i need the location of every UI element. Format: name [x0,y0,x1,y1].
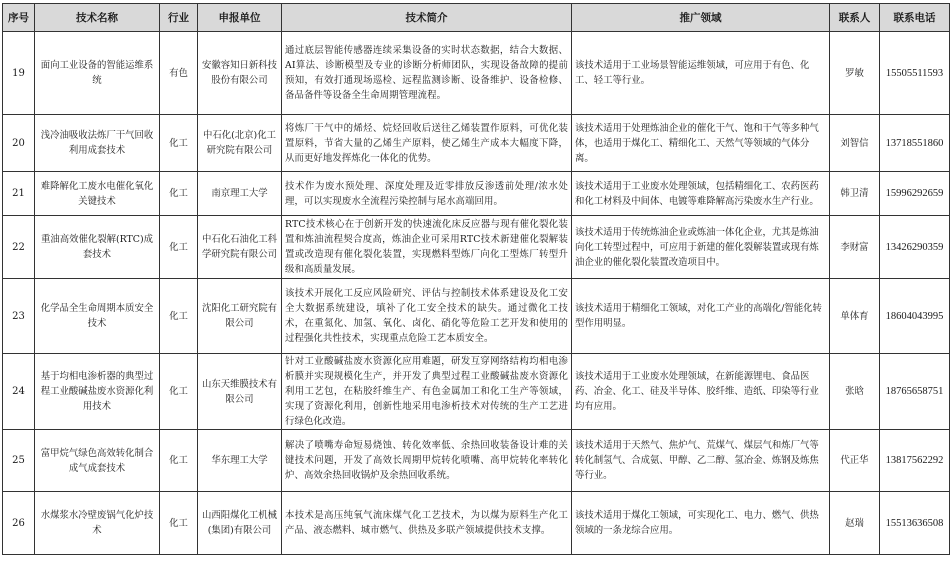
header-tech-name: 技术名称 [35,4,160,32]
row-unit: 安徽容知日新科技股份有限公司 [198,32,282,115]
row-tech-name: 浅冷油吸收法炼厂干气回收利用成套技术 [35,115,160,172]
row-industry: 有色 [160,32,198,115]
row-field: 该技术适用于工业废水处理领域，包括精细化工、农药医药和化工材料及中间体、电镀等难降解高污染废水生产行业。 [572,172,830,216]
row-no: 19 [3,32,35,115]
row-contact: 李财富 [830,216,880,279]
row-no: 23 [3,279,35,354]
table-header-row [3,4,950,32]
row-industry: 化工 [160,115,198,172]
row-contact: 单体育 [830,279,880,354]
row-unit: 中石化(北京)化工研究院有限公司 [198,115,282,172]
row-phone: 13718551860 [880,115,950,172]
row-unit: 山东天维膜技术有限公司 [198,354,282,430]
row-phone: 18765658751 [880,354,950,430]
header-intro: 技术简介 [282,4,572,32]
row-industry: 化工 [160,172,198,216]
row-phone: 13817562292 [880,430,950,492]
row-intro: 本技术是高压纯氧气流床煤气化工艺技术，为以煤为原料生产化工产品、液态燃料、城市燃气、供热及多联产领域提供技术支撑。 [282,492,572,555]
row-contact: 罗敏 [830,32,880,115]
row-industry: 化工 [160,279,198,354]
header-unit: 申报单位 [198,4,282,32]
row-phone: 13426290359 [880,216,950,279]
row-tech-name: 基于均相电渗析器的典型过程工业酸碱盐废水资源化利用技术 [35,354,160,430]
row-contact: 代正华 [830,430,880,492]
table-row [3,172,950,216]
table-row [3,32,950,115]
row-intro: RTC技术核心在于创新开发的快速流化床反应器与现有催化裂化装置和炼油流程契合度高，炼油企业可采用RTC技术新建催化裂解装置或改造现有催化裂化装置，实现燃料型炼厂向化工型炼厂转型升级和高质量发展。 [282,216,572,279]
table-row [3,492,950,555]
row-phone: 15505511593 [880,32,950,115]
row-tech-name: 难降解化工废水电催化氧化关键技术 [35,172,160,216]
row-unit: 华东理工大学 [198,430,282,492]
header-phone: 联系电话 [880,4,950,32]
row-field: 该技术适用于处理炼油企业的催化干气、饱和干气等多种气体，也适用于煤化工、精细化工、天然气等领域的气体分离。 [572,115,830,172]
table-row [3,354,950,430]
row-intro: 该技术开展化工反应风险研究、评估与控制技术体系建设及化工安全大数据系统建设，填补了化工安全技术的缺失。通过微化工技术，在重氮化、加氢、氧化、卤化、硝化等危险工艺开发和使用的过程强化共性技术，实现重点危险工艺本质安全。 [282,279,572,354]
row-tech-name: 富甲烷气绿色高效转化制合成气成套技术 [35,430,160,492]
row-tech-name: 重油高效催化裂解(RTC)成套技术 [35,216,160,279]
row-field: 该技术适用于传统炼油企业或炼油一体化企业，尤其是炼油向化工转型过程中，可应用于新建的催化裂解装置或现有炼油企业的催化裂化装置改造项目中。 [572,216,830,279]
row-field: 该技术适用于精细化工领域，对化工产业的高端化/智能化转型作用明显。 [572,279,830,354]
row-unit: 山西阳煤化工机械(集团)有限公司 [198,492,282,555]
row-phone: 18604043995 [880,279,950,354]
row-field: 该技术适用于工业废水处理领域，在新能源锂电、食品医药、冶金、化工、硅及半导体、胶纤维、造纸、印染等行业均有应用。 [572,354,830,430]
row-field: 该技术适用于煤化工领域，可实现化工、电力、燃气、供热领域的一条龙综合应用。 [572,492,830,555]
table-row [3,216,950,279]
row-intro: 通过底层智能传感器连续采集设备的实时状态数据，结合大数据、AI算法、诊断模型及专业的诊断分析师团队，实现设备故障的提前预知，有效打通现场巡检、远程监测诊断、设备维护、设备检修、备品备件等设备全生命周期管理流程。 [282,32,572,115]
row-contact: 赵瑞 [830,492,880,555]
row-phone: 15513636508 [880,492,950,555]
row-field: 该技术适用于天然气、焦炉气、荒煤气、煤层气和炼厂气等转化制氢气、合成氨、甲醇、乙二醇、氢冶金、炼钢及炼焦等行业。 [572,430,830,492]
row-no: 21 [3,172,35,216]
row-no: 26 [3,492,35,555]
row-tech-name: 水煤浆水冷壁废锅气化炉技术 [35,492,160,555]
table-row [3,430,950,492]
row-contact: 韩卫清 [830,172,880,216]
header-field: 推广领域 [572,4,830,32]
header-no: 序号 [3,4,35,32]
row-intro: 针对工业酸碱盐废水资源化应用难题，研发互穿网络结构均相电渗析膜并实现规模化生产，并开发了典型过程工业酸碱盐废水资源化利用工艺包，在粘胶纤维生产、有色金属加工和化工生产等领域，实现了资源化利用，创新性地采用电渗析技术对传统的生产工艺进行绿色化改造。 [282,354,572,430]
row-contact: 张晗 [830,354,880,430]
row-unit: 中石化石油化工科学研究院有限公司 [198,216,282,279]
table-row [3,115,950,172]
row-phone: 15996292659 [880,172,950,216]
row-intro: 技术作为废水预处理、深度处理及近零排放反渗透前处理/浓水处理，可以实现废水全流程污染控制与尾水高端回用。 [282,172,572,216]
row-unit: 沈阳化工研究院有限公司 [198,279,282,354]
row-no: 25 [3,430,35,492]
row-tech-name: 化学品全生命周期本质安全技术 [35,279,160,354]
row-contact: 刘智信 [830,115,880,172]
row-tech-name: 面向工业设备的智能运维系统 [35,32,160,115]
header-contact: 联系人 [830,4,880,32]
row-no: 22 [3,216,35,279]
row-intro: 解决了喷嘴寿命短易烧蚀、转化效率低、余热回收装备设计难的关键技术问题，开发了高效长周期甲烷转化喷嘴、高甲烷转化率转化炉、高效余热回收锅炉及余热回收系统。 [282,430,572,492]
row-intro: 将炼厂干气中的烯烃、烷烃回收后送往乙烯装置作原料，可优化装置原料，节省大量的乙烯生产原料，使乙烯生产成本大幅度下降，从而更好地发挥炼化一体化的优势。 [282,115,572,172]
row-field: 该技术适用于工业场景智能运维领域，可应用于有色、化工、轻工等行业。 [572,32,830,115]
row-no: 24 [3,354,35,430]
technology-table [2,3,950,555]
row-industry: 化工 [160,430,198,492]
row-industry: 化工 [160,216,198,279]
row-no: 20 [3,115,35,172]
table-row [3,279,950,354]
header-industry: 行业 [160,4,198,32]
row-unit: 南京理工大学 [198,172,282,216]
row-industry: 化工 [160,492,198,555]
row-industry: 化工 [160,354,198,430]
